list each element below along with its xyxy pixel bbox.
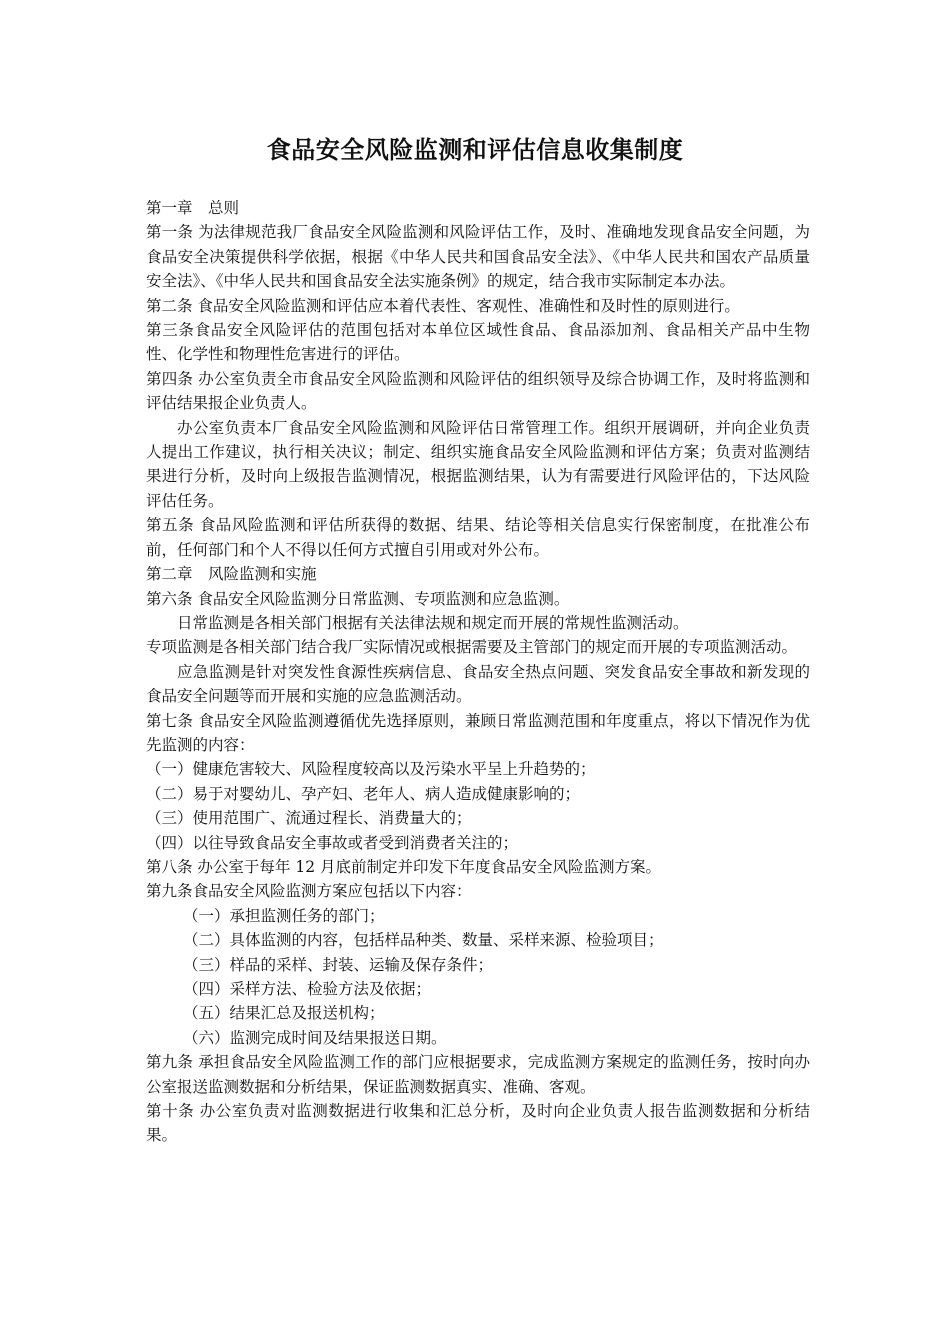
document-body — [146, 196, 810, 1148]
list-item: （二）易于对婴幼儿、孕产妇、老年人、病人造成健康影响的； — [146, 784, 581, 803]
article-paragraph: 第一条 为法律规范我厂食品安全风险监测和风险评估工作，及时、准确地发现食品安全问题，为食品安全决策提供科学依据，根据《中华人民共和国食品安全法》、《中华人民共和国农产品质量安全法》、《中华人民共和国食品安全法实施条例》的规定，结合我市实际制定本办法。 — [146, 223, 810, 291]
list-item: （三）使用范围广、流通过程长、消费量大的； — [146, 809, 472, 828]
list-item: （一）承担监测任务的部门； — [183, 906, 385, 925]
list-item: （五）结果汇总及报送机构； — [183, 1004, 385, 1023]
article-paragraph: 第九条 承担食品安全风险监测工作的部门应根据要求，完成监测方案规定的监测任务，按时向办公室报送监测数据和分析结果，保证监测数据真实、准确、客观。 — [146, 1053, 810, 1096]
article-paragraph: 专项监测是各相关部门结合我厂实际情况或根据需要及主管部门的规定而开展的专项监测活动。 — [146, 638, 798, 657]
list-item: （二）具体监测的内容，包括样品种类、数量、采样来源、检验项目； — [183, 931, 664, 950]
chapter-heading: 第一章 总则 — [146, 199, 240, 217]
document-title: 食品安全风险监测和评估信息收集制度 — [266, 136, 684, 164]
list-item: （一）健康危害较大、风险程度较高以及污染水平呈上升趋势的； — [146, 760, 596, 779]
article-paragraph: 第二条 食品安全风险监测和评估应本着代表性、客观性、准确性和及时性的原则进行。 — [146, 296, 740, 315]
list-item: （六）监测完成时间及结果报送日期。 — [183, 1028, 447, 1047]
indented-paragraph: 应急监测是针对突发性食源性疾病信息、食品安全热点问题、突发食品安全事故和新发现的食品安全问题等而开展和实施的应急监测活动。 — [146, 662, 810, 706]
indented-paragraph: 办公室负责本厂食品安全风险监测和风险评估日常管理工作。组织开展调研，并向企业负责人提出工作建议，执行相关决议；制定、组织实施食品安全风险监测和评估方案；负责对监测结果进行分析，及时向上级报告监测情况，根据监测结果，认为有需要进行风险评估的，下达风险评估任务。 — [146, 418, 810, 510]
article-paragraph: 第四条 办公室负责全市食品安全风险监测和风险评估的组织领导及综合协调工作，及时将监测和评估结果报企业负责人。 — [146, 369, 810, 413]
list-item: （三）样品的采样、封装、运输及保存条件； — [183, 955, 494, 974]
chapter-heading: 第二章 风险监测和实施 — [146, 565, 317, 584]
article-paragraph: 第五条 食品风险监测和评估所获得的数据、结果、结论等相关信息实行保密制度，在批准公布前，任何部门和个人不得以任何方式擅自引用或对外公布。 — [146, 516, 810, 559]
article-paragraph: 第三条食品安全风险评估的范围包括对本单位区域性食品、食品添加剂、食品相关产品中生物性、化学性和物理性危害进行的评估。 — [146, 321, 810, 364]
article-paragraph: 第七条 食品安全风险监测遵循优先选择原则，兼顾日常监测范围和年度重点，将以下情况作为优先监测的内容： — [146, 711, 810, 754]
list-item: （四）采样方法、检验方法及依据； — [183, 980, 432, 998]
list-item: （四）以往导致食品安全事故或者受到消费者关注的； — [146, 833, 519, 852]
article-paragraph: 第八条 办公室于每年 12 月底前制定并印发下年度食品安全风险监测方案。 — [146, 857, 662, 876]
article-paragraph: 第九条食品安全风险监测方案应包括以下内容： — [146, 882, 472, 901]
article-paragraph: 第十条 办公室负责对监测数据进行收集和汇总分析，及时向企业负责人报告监测数据和分析结果。 — [146, 1102, 810, 1145]
article-paragraph: 第六条 食品安全风险监测分日常监测、专项监测和应急监测。 — [146, 589, 570, 608]
indented-paragraph: 日常监测是各相关部门根据有关法律法规和规定而开展的常规性监测活动。 — [177, 613, 689, 632]
